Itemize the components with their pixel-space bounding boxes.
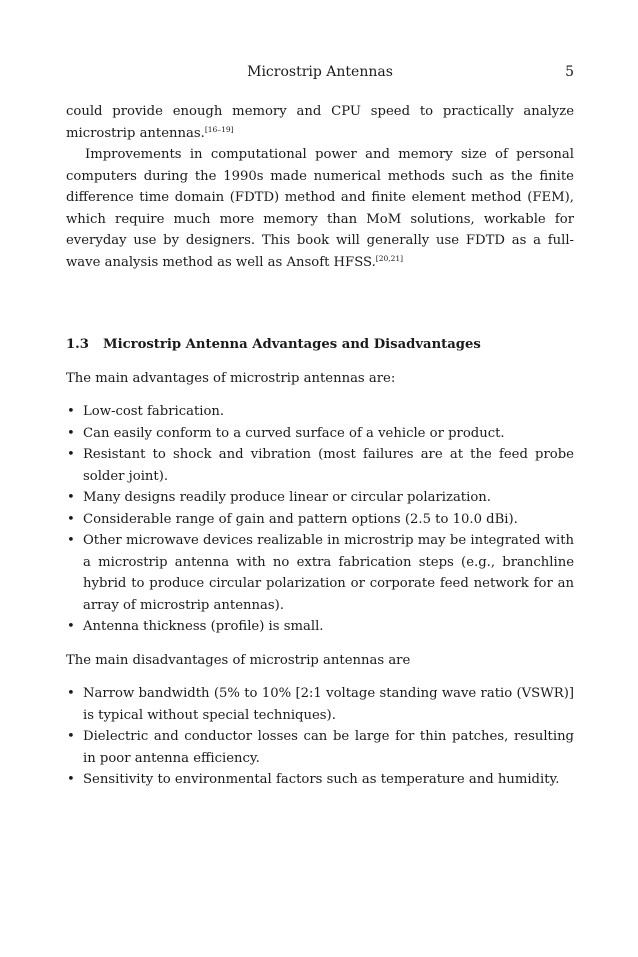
list-item-text: Dielectric and conductor losses can be large for thin patches, resulting in poor antenna efficiency.	[83, 729, 574, 766]
list-item	[66, 487, 574, 509]
list-item-text: Narrow bandwidth (5% to 10% [2:1 voltage standing wave ratio (VSWR)] is typical without special techniques).	[83, 686, 574, 723]
paragraph-improvements	[66, 144, 574, 273]
list-item-text: Low-cost fabrication.	[83, 404, 225, 419]
running-title: Microstrip Antennas	[247, 64, 393, 80]
bullet-icon: •	[67, 772, 75, 787]
list-item	[66, 616, 574, 638]
list-item-text: Considerable range of gain and pattern options (2.5 to 10.0 dBi).	[83, 511, 518, 527]
bullet-icon: •	[67, 686, 75, 701]
list-item	[66, 769, 574, 791]
list-item-text: Sensitivity to environmental factors such as temperature and humidity.	[83, 772, 560, 787]
section-title: Microstrip Antenna Advantages and Disadvantages	[103, 337, 481, 352]
page-body	[66, 101, 574, 791]
disadvantages-list	[66, 683, 574, 791]
list-item-text: Antenna thickness (profile) is small.	[83, 619, 324, 634]
bullet-icon: •	[67, 619, 75, 634]
bullet-icon: •	[67, 447, 75, 462]
page-number: 5	[565, 64, 574, 80]
bullet-icon: •	[67, 533, 75, 548]
list-item	[66, 509, 574, 531]
list-item-text: Many designs readily produce linear or circular polarization.	[83, 490, 491, 505]
bullet-icon: •	[67, 404, 75, 419]
list-item	[66, 530, 574, 616]
citation: [20,21]	[375, 253, 404, 263]
disadvantages-intro: The main disadvantages of microstrip antennas are	[66, 652, 411, 668]
list-item	[66, 726, 574, 769]
list-item	[66, 401, 574, 423]
list-item	[66, 423, 574, 445]
list-item	[66, 683, 574, 726]
list-item	[66, 444, 574, 487]
list-item-text: Can easily conform to a curved surface of a vehicle or product.	[83, 425, 505, 441]
list-item-text: Other microwave devices realizable in microstrip may be integrated with a microstrip antenna with no extra fabrication steps (e.g., branchline hybrid to produce circular polarization or corporate feed network for an array of microstrip antennas).	[83, 533, 574, 613]
section-heading	[66, 334, 574, 356]
section-number: 1.3	[66, 337, 89, 352]
list-item-text: Resistant to shock and vibration (most failures are at the feed probe solder joint).	[83, 447, 574, 484]
bullet-icon: •	[67, 729, 75, 744]
paragraph-text: could provide enough memory and CPU speed to practically analyze microstrip antennas.	[66, 104, 574, 141]
paragraph-text: Improvements in computational power and memory size of personal computers during the 1990s made numerical methods such as the finite difference time domain (FDTD) method and finite element method (FEM), which require much more memory than MoM solutions, workable for everyday use by designers. This book will generally use FDTD as a full-wave analysis method as well as Ansoft HFSS.	[66, 147, 574, 270]
bullet-icon: •	[67, 425, 75, 441]
citation: [16–19]	[204, 124, 234, 134]
advantages-intro: The main advantages of microstrip antennas are:	[66, 370, 396, 386]
bullet-icon: •	[67, 511, 75, 527]
paragraph-continuation	[66, 101, 574, 144]
advantages-list	[66, 401, 574, 638]
bullet-icon: •	[67, 490, 75, 505]
running-header	[66, 64, 574, 86]
